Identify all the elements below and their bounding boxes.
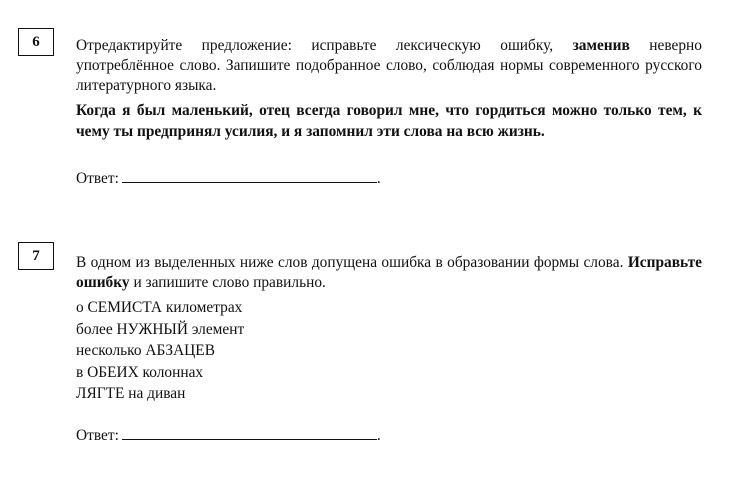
option-item: несколько АБЗАЦЕВ (76, 342, 215, 359)
option-item: ЛЯГТЕ на диван (76, 385, 186, 402)
task-6-content (76, 36, 702, 189)
task-6-answer-label: Ответ: (76, 170, 119, 187)
task-number-6: 6 (18, 28, 54, 56)
task-7-instruction-bold: Исправьте ошибку (76, 254, 702, 291)
task-7-answer-line[interactable] (122, 425, 377, 440)
task-7-instruction-part2: и запишите слово правильно. (129, 274, 326, 291)
task-6-answer-end: . (376, 170, 381, 187)
task-6-answer-line[interactable] (122, 168, 377, 183)
task-number-7: 7 (18, 242, 54, 270)
task-7-answer (76, 425, 702, 446)
option-item: о СЕМИСТА километрах (76, 299, 243, 316)
task-6-instruction-part2: неверно употреблённое слово. Запишите подобранное слово, соблюдая нормы современного русского литературного языка. (76, 37, 702, 94)
task-7-instruction (76, 253, 702, 293)
task-6-instruction (76, 36, 702, 96)
task-6-sentence: Когда я был маленький, отец всегда говорил мне, что гордиться можно только тем, к чему ты предпринял усилия, и я запомнил эти слова на всю жизнь. (76, 102, 702, 140)
option-item: более НУЖНЫЙ элемент (76, 320, 245, 338)
task-7-instruction-part1: В одном из выделенных ниже слов допущена ошибка в образовании формы слова. (76, 254, 628, 271)
task-6-answer (76, 168, 702, 189)
task-7-content (76, 253, 702, 446)
task-6-instruction-bold: заменив (572, 37, 630, 54)
task-6-instruction-part1: Отредактируйте предложение: исправьте лексическую ошибку, (76, 37, 573, 54)
task-7-options (76, 297, 702, 405)
option-item: в ОБЕИХ колоннах (76, 363, 204, 381)
task-7-answer-label: Ответ: (76, 426, 119, 444)
task-7-answer-end: . (376, 426, 381, 444)
